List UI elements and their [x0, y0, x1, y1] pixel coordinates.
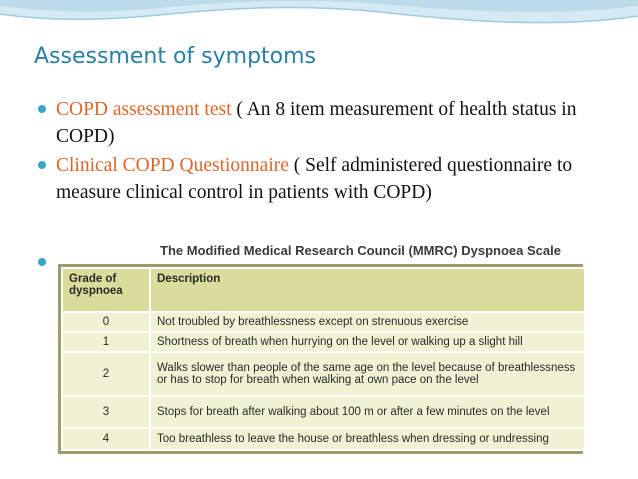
grade-cell: 2: [62, 352, 150, 396]
mmrc-figure: [58, 243, 583, 454]
description-cell: Stops for breath after walking about 100 m or after a few minutes on the level: [150, 396, 585, 428]
table-frame: [58, 264, 583, 454]
table-row: [62, 352, 585, 396]
grade-cell: 4: [62, 428, 150, 450]
table-row: [62, 428, 585, 450]
ccq-description: ( Self administered questionnaire to measure clinical control in patients with COPD): [56, 155, 573, 203]
header-description: Description: [150, 268, 585, 312]
ccq-link-text: Clinical COPD Questionnaire: [56, 155, 289, 176]
table-row: [62, 312, 585, 332]
figure-title: The Modified Medical Research Council (MMRC) Dyspnoea Scale: [160, 243, 561, 258]
bullet-item-cat: [12, 96, 612, 150]
header-wave-decoration: [0, 0, 638, 48]
bullet-item-ccq: [12, 152, 612, 206]
bullet-dot-icon: [38, 105, 46, 113]
header-grade: Grade of dyspnoea: [62, 268, 150, 312]
cat-description: ( An 8 item measurement of health status in COPD): [56, 99, 577, 147]
bullet-list: [12, 96, 612, 206]
table-row: [62, 396, 585, 428]
bullet-dot-icon: [38, 258, 46, 266]
mmrc-table: [61, 267, 586, 451]
description-cell: Walks slower than people of the same age on the level because of breathlessness or has to stop for breath when walking at own pace on the level: [150, 352, 585, 396]
description-cell: Not troubled by breathlessness except on strenuous exercise: [150, 312, 585, 332]
grade-cell: 3: [62, 396, 150, 428]
grade-cell: 1: [62, 332, 150, 352]
slide-title: Assessment of symptoms: [34, 44, 317, 69]
table-header-row: [62, 268, 585, 312]
description-cell: Shortness of breath when hurrying on the level or walking up a slight hill: [150, 332, 585, 352]
cat-link-text: COPD assessment test: [56, 99, 232, 120]
table-row: [62, 332, 585, 352]
description-cell: Too breathless to leave the house or breathless when dressing or undressing: [150, 428, 585, 450]
grade-cell: 0: [62, 312, 150, 332]
bullet-dot-icon: [38, 161, 46, 169]
